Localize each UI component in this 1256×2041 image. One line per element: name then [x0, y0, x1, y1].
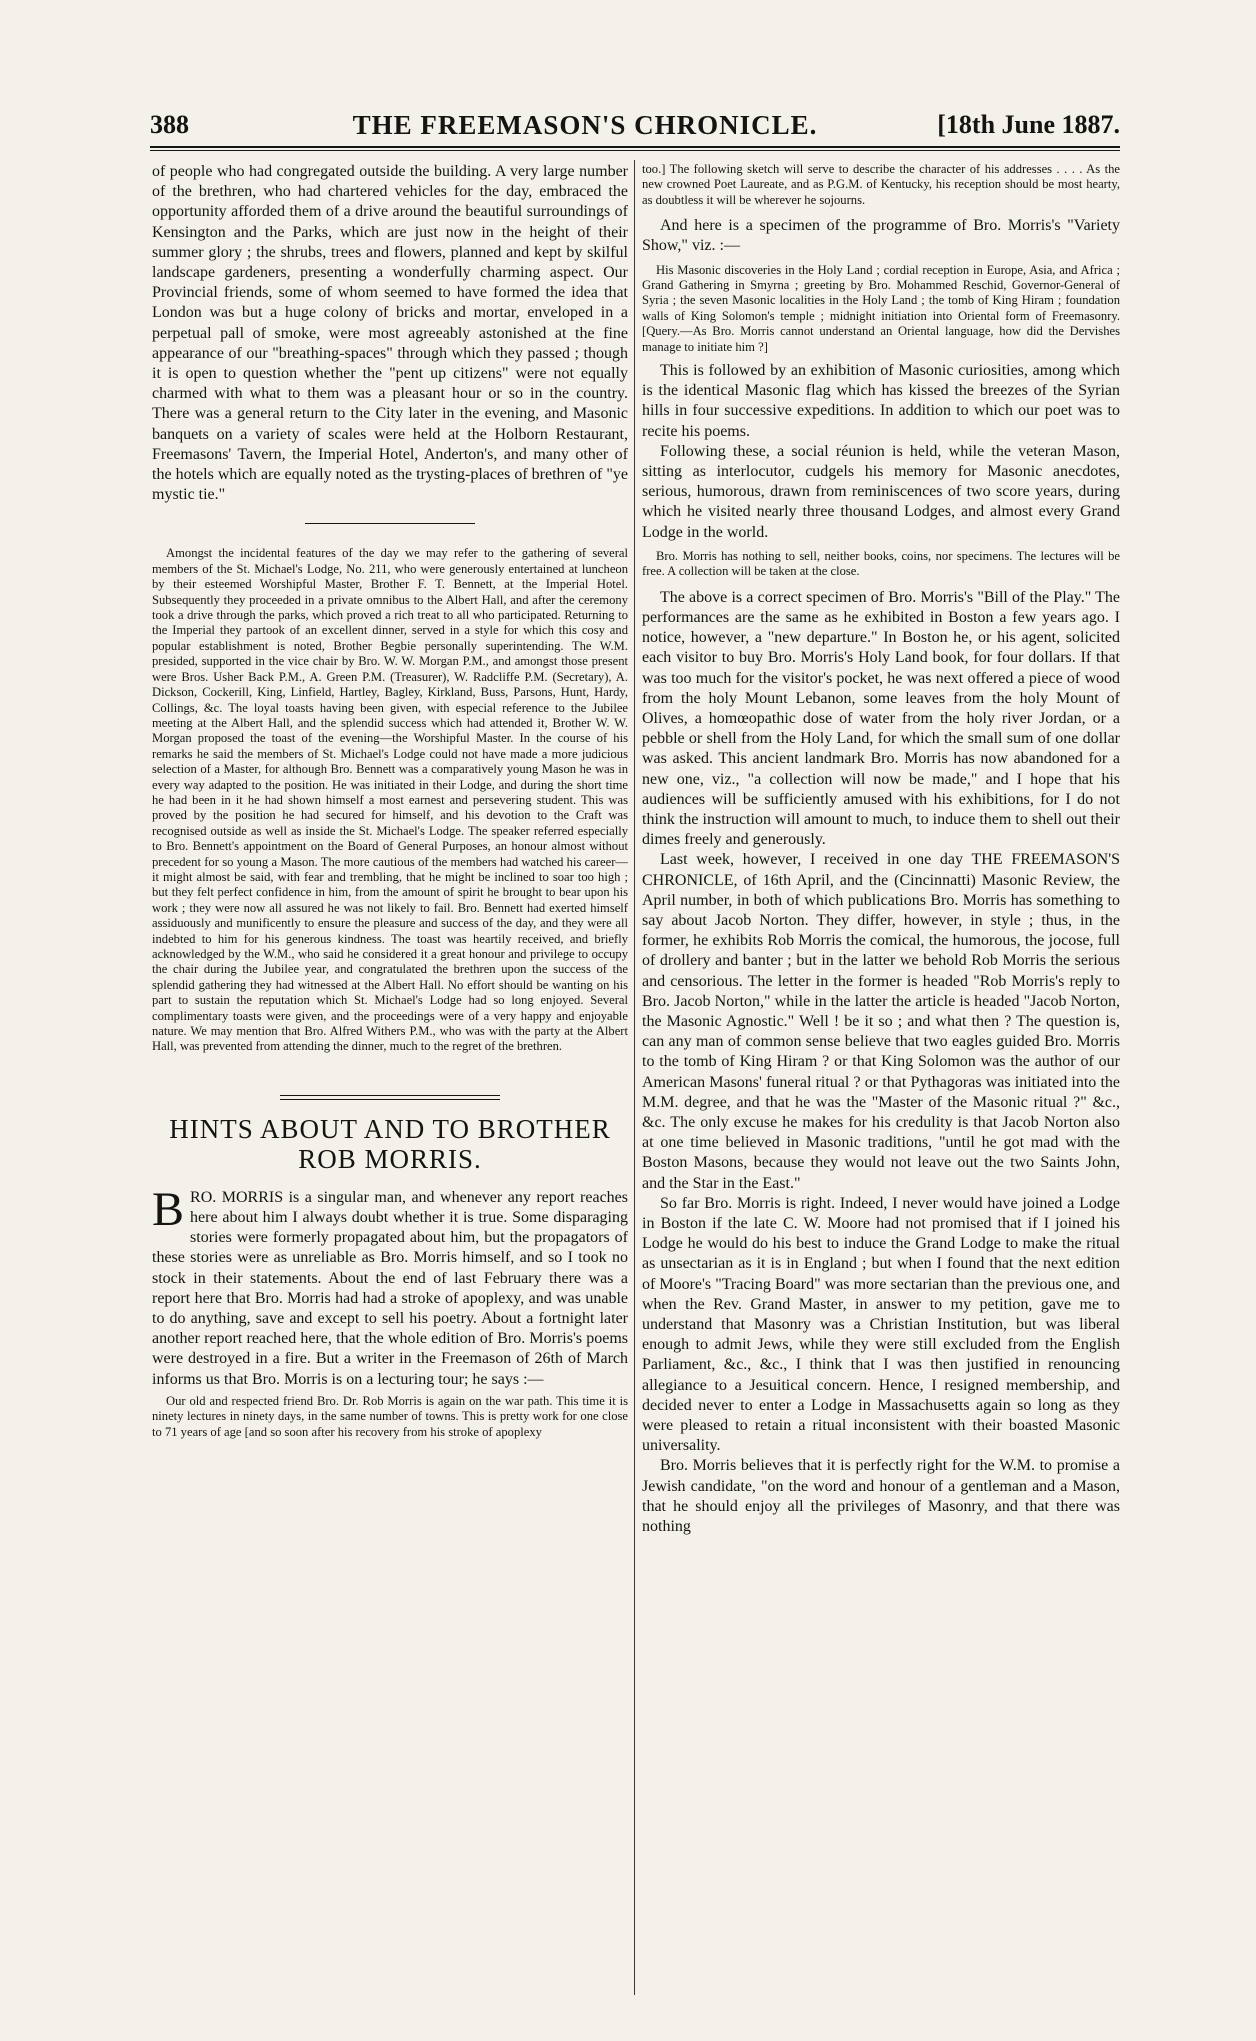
programme-quote: His Masonic discoveries in the Holy Land ; cordial reception in Europe, Asia, and Africa ; Grand Gathering in Smyrna ; greeting by Bro. Mohammed Reschid, Governor-General of Syria ; the seven Masonic localities in the Holy Land ; the tomb of King Hiram ; foundation walls of King Solomon's temple ; midnight initiation into Oriental form of Freemasonry. [Query.—As Bro. Morris cannot understand an Oriental language, how did the Dervishes manage to initiate him ?] [642, 262, 1120, 354]
quoted-passage: Our old and respected friend Bro. Dr. Rob Morris is again on the war path. This time it is ninety lectures in ninety days, in the same number of towns. This is pretty work for one close to 71 years of age [and so soon after his recovery from his stroke of apoplexy [152, 1393, 628, 1439]
article-paragraph: This is followed by an exhibition of Masonic curiosities, among which is the identical Masonic flag which has kissed the breezes of the Syrian hills in four successive expeditions. In addition to which our poet was to recite his poems. [642, 362, 1120, 440]
continued-paragraph: of people who had congregated outside the building. A very large number of the brethren, who had chartered vehicles for the day, embraced the opportunity afforded them of a drive around the beautiful surroundings of Kensington and the Parks, which are just now in the height of their summer glory ; the shrubs, trees and flowers, planned and kept by skilful landscape gardeners, presenting a wonderfully charming aspect. Our Provincial friends, some of whom seemed to have formed the idea that London was but a huge colony of bricks and mortar, enveloped in a perpetual pall of smoke, were most agreeably astonished at the fine appearance of our "breathing-spaces" through which they passed ; though it is open to question whether the "pent up citizens" were not equally charmed with what to them was a pleasant hour or so in the country. There was a general return to the City later in the evening, and Masonic banquets on a variety of scales were held at the Holborn Restaurant, Freemasons' Tavern, the Imperial Hotel, Anderton's, and many other of the hotels which are equally noted as the trysting-places of brethren of "ye mystic tie." [152, 163, 628, 504]
headline-line-2: ROB MORRIS. [298, 1143, 482, 1174]
header-rule-thin [150, 150, 1120, 151]
quoted-passage-continued: too.] The following sketch will serve to describe the character of his addresses . . . . As the new crowned Poet Laureate, and as P.G.M. of Kentucky, his reception should be most hearty, as doubtless it will be wherever he sojourns. [642, 162, 1120, 207]
article-opening [152, 1182, 628, 1390]
article-paragraph: So far Bro. Morris is right. Indeed, I never would have joined a Lodge in Boston if the late C. W. Moore had not promised that if I joined his Lodge he would do his best to induce the Grand Lodge to make the ritual as unsectarian as it is in England ; but when I found that the next edition of Moore's "Tracing Board" was more sectarian than the previous one, and when the Rev. Grand Master, in answer to my petition, gave me to understand that Masonry was a Christian Institution, but was liberal enough to admit Jews, while they were still excluded from the English Parliament, &c., &c., I think that I was then justified in renouncing allegiance to a Jesuitical concern. Hence, I resigned membership, and decided never to enter a Lodge in Massachusetts again so long as they were pleased to retain a ritual inconsistent with their boasted Masonic universality. [642, 1194, 1120, 1455]
st-michaels-lodge-report: Amongst the incidental features of the day we may refer to the gathering of several members of the St. Michael's Lodge, No. 211, who were generously entertained at luncheon by their esteemed Worshipful Master, Brother F. T. Bennett, at the Imperial Hotel. Subsequently they proceeded in a private omnibus to the Albert Hall, and after the ceremony took a drive through the parks, which proved a rich treat to all who participated. Returning to the Imperial they partook of an excellent dinner, served in a style for which this cosy and popular establishment is noted, Brother Begbie personally superintending. The W.M. presided, supported in the vice chair by Bro. W. W. Morgan P.M., and amongst those present were Bros. Usher Back P.M., A. Green P.M. (Treasurer), W. Radcliffe P.M. (Secretary), A. Dickson, Cockerill, King, Linfield, Hartley, Bagley, Kirkland, Buss, Parsons, Hunt, Hardy, Collings, &c. The loyal toasts having been given, with especial reference to the Jubilee meeting at the Albert Hall, and the splendid success which had attended it, Brother W. W. Morgan proposed the toast of the evening—the Worshipful Master. In the course of his remarks he said the members of St. Michael's Lodge could not have made a more judicious selection of a Master, for although Bro. Bennett was a comparatively young Mason he was in every way adapted to the position. He was initiated in their Lodge, and during the short time he had been in it he had shown himself a most earnest and persevering student. This was proved by the position he had secured for himself, and his devotion to the Craft was recognised outside as well as inside the St. Michael's Lodge. The speaker referred especially to Bro. Bennett's appointment on the Board of General Purposes, an honour almost without precedent for so young a Mason. The more cautious of the members had watched his career—it might almost be said, with fear and trembling, that he might be inclined to soar too high ; but they felt perfect confidence in him, from the amount of spirit he brought to bear upon his work ; they were now all assured he was not likely to fail. Bro. Bennett had exerted himself assiduously and munificently to ensure the pleasure and success of the day, and they were all indebted to him for his generous kindness. The toast was heartily received, and briefly acknowledged by the W.M., who said he considered it a great honour and privilege to occupy the chair during the Jubilee year, and congratulated the brethren upon the success of the splendid gathering they had witnessed at the Albert Hall. No effort should be wanting on his part to sustain the reputation which St. Michael's Lodge had so long enjoyed. Several complimentary toasts were given, and the proceedings were of a very happy and enjoyable nature. We may mention that Bro. Alfred Withers P.M., who was with the party at the Albert Hall, was prevented from attending the dinner, much to the regret of the brethren. [152, 546, 628, 1054]
newspaper-title: THE FREEMASON'S CHRONICLE. [352, 110, 818, 140]
article-paragraph: RO. MORRIS is a singular man, and whenever any report reaches here about him I always doubt whether it is true. Some disparaging stories were formerly propagated about him, but the propagators of these stories were as unreliable as Bro. Morris himself, and so I took no stock in their statements. About the end of last February there was a report here that Bro. Morris had had a stroke of apoplexy, and was unable to do anything, save and except to sell his poetry. About a fortnight later another report reached here, that the whole edition of Bro. Morris's poems were destroyed in a fire. But a writer in the Freemason of 26th of March informs us that Bro. Morris is on a lecturing tour; he says :— [152, 1188, 628, 1388]
article-separator-rule [280, 1095, 500, 1100]
header-rule [150, 146, 1120, 148]
right-column [642, 162, 1120, 1997]
issue-date: [18th June 1887. [937, 110, 1120, 139]
article-paragraph: Following these, a social réunion is held, while the veteran Mason, sitting as interlocutor, cudgels his memory for Masonic anecdotes, serious, humorous, drawn from reminiscences of two score years, during which he visited nearly three thousand Lodges, and almost every Grand Lodge in the world. [642, 442, 1120, 541]
article-paragraph: The above is a correct specimen of Bro. Morris's "Bill of the Play." The performances are the same as he exhibited in Boston a few years ago. I notice, however, a "new departure." In Boston he, or his agent, solicited each visitor to buy Bro. Morris's Holy Land book, for four dollars. If that was too much for the visitor's pocket, he was next offered a piece of wood from the holy Mount Lebanon, some leaves from the holy Mount of Olives, a homœopathic dose of water from the holy river Jordan, or a pebble or shell from the Holy Land, for which the small sum of one dollar was asked. This ancient landmark Bro. Morris has now abandoned for a new one, viz., "a collection will now be made," and I hope that his audiences will be sufficiently amused with his exhibitions, for I do not think the instruction will amount to much, to induce them to shell out their dimes freely and generously. [642, 588, 1120, 849]
article-headline [152, 1114, 628, 1174]
article-paragraph: And here is a specimen of the programme of Bro. Morris's "Variety Show," viz. :— [642, 217, 1120, 255]
page-number: 388 [150, 110, 189, 139]
article-paragraph: Last week, however, I received in one day THE FREEMASON'S CHRONICLE, of 16th April, and the (Cincinnatti) Masonic Review, the April number, in both of which publications Bro. Morris has something to say about Jacob Norton. They differ, however, in style ; thus, in the former, he exhibits Rob Morris the comical, the humorous, the jocose, full of drollery and banter ; but in the latter we behold Rob Morris the serious and censorious. The letter in the former is headed "Rob Morris's reply to Bro. Jacob Norton," while in the latter the article is headed "Jacob Norton, the Masonic Agnostic." Well ! be it so ; and what then ? The question is, can any man of common sense believe that two eagles guided Bro. Morris to the tomb of King Hiram ? or that King Solomon was the author of our American Masons' funeral ritual ? or that Pythagoras was initiated into the M.M. degree, and that he was the "Master of the Masonic ritual ?" &c., &c. The only excuse he makes for his credulity is that Jacob Norton also at one time believed in Masonic traditions, "until he got mad with the Boston Masons, because they would not leave out the two Saints John, and the Star in the East." [642, 851, 1120, 1192]
article-paragraph: Bro. Morris believes that it is perfectly right for the W.M. to promise a Jewish candidate, "on the word and honour of a gentleman and a Mason, that he should enjoy all the privileges of Masonry, and that there was nothing [642, 1457, 1120, 1536]
programme-note: Bro. Morris has nothing to sell, neither books, coins, nor specimens. The lectures will be free. A collection will be taken at the close. [642, 548, 1120, 579]
headline-line-1: HINTS ABOUT AND TO BROTHER [169, 1113, 611, 1144]
column-divider [634, 160, 635, 1995]
section-rule [305, 523, 475, 524]
page-header [150, 110, 1120, 144]
drop-cap-letter: B [152, 1182, 185, 1236]
left-column [152, 162, 628, 1997]
